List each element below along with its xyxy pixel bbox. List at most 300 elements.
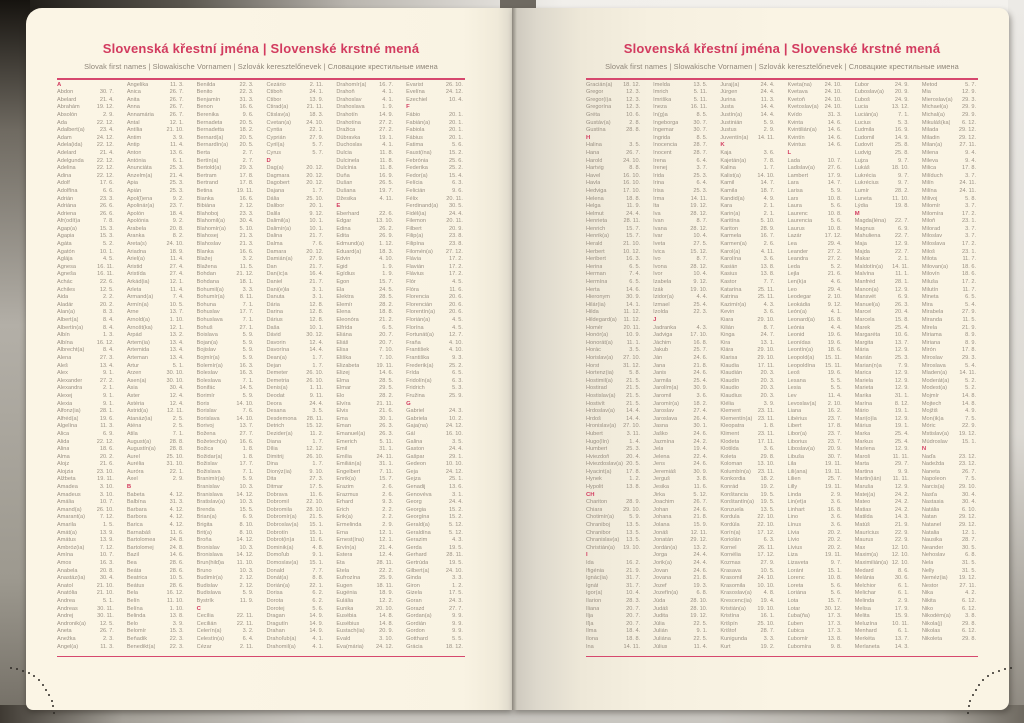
name-entry: Gregor 12. 3.: [586, 89, 641, 96]
name-entry: Ľubomír 13. 8.: [787, 635, 842, 642]
name-entry: Arabela 20. 8.: [126, 225, 184, 232]
name-entry: Klementín(a) 23. 11.: [720, 415, 775, 422]
name-entry: Ilma 18. 4.: [586, 628, 641, 635]
name-entry: Gerald(a) 5. 12.: [406, 522, 463, 529]
name-entry: Natan 29. 12.: [921, 514, 977, 521]
name-entry: Krasomila 10. 10.: [720, 582, 775, 589]
name-entry: Jurina 11. 3.: [720, 96, 775, 103]
name-entry: Egid 1. 9.: [336, 263, 394, 270]
name-entry: Manfréd 28. 1.: [854, 279, 909, 286]
name-entry: Eufrozína 25. 9.: [336, 575, 394, 582]
name-entry: Nehoslav 6. 8.: [921, 552, 977, 559]
name-entry: Dita 27. 3.: [266, 476, 324, 483]
name-entry: Jakub 25. 7.: [653, 347, 708, 354]
name-entry: Lin(et)a 3. 6.: [787, 499, 842, 506]
name-entry: Andrej 30. 11.: [57, 613, 114, 620]
name-entry: Koleta 29. 8.: [720, 453, 775, 460]
name-entry: Jolana 15. 9.: [653, 522, 708, 529]
name-entry: Korín(a) 17. 12.: [720, 529, 775, 536]
name-entry: Blahomír(a) 5. 10.: [196, 225, 254, 232]
name-entry: Nikola(j) 29. 8.: [921, 620, 977, 627]
name-entry: Armín(a) 10. 5.: [126, 301, 184, 308]
section-letter: N: [921, 446, 927, 453]
name-entry: Dávid 30. 12.: [266, 332, 324, 339]
name-entry: Božislav 17. 7.: [196, 461, 254, 468]
name-entry: Antónia 6. 1.: [126, 157, 184, 164]
name-entry: Anabela 20. 8.: [57, 567, 114, 574]
name-entry: Mansvét 6. 9.: [854, 294, 909, 301]
name-entry: Mirela 21. 9.: [921, 324, 977, 331]
name-entry: Ľudomil 14. 9.: [854, 134, 909, 141]
name-entry: Emerich 5. 11.: [336, 438, 394, 445]
name-entry: Anatólia 21. 10.: [57, 590, 114, 597]
name-entry: Marcela 15. 8.: [854, 317, 909, 323]
name-entry: Ivo 8. 7.: [653, 256, 708, 263]
name-entry: Lucius 5. 3.: [854, 119, 909, 126]
name-entry: Gordon 9. 9.: [406, 628, 463, 635]
name-entry: Magnus 6. 9.: [854, 225, 909, 232]
name-entry: Areta(s) 24. 10.: [126, 241, 184, 248]
name-entry: Gracián(a) 18. 12.: [586, 81, 641, 88]
name-entry: Iliana 20. 7.: [586, 605, 641, 612]
name-entry: Juraj(a) 24. 4.: [720, 81, 775, 88]
name-entry: Krasomil 24. 10.: [720, 575, 775, 582]
names-table: [57, 82, 465, 654]
name-entry: Bertram 17. 8.: [196, 172, 254, 179]
name-entry: Klaudia 17. 11.: [720, 362, 775, 369]
name-entry: Engelbert 7. 11.: [336, 468, 394, 475]
name-entry: Alma 20. 2.: [57, 453, 114, 460]
name-entry: Halina 3. 5.: [586, 142, 641, 149]
name-entry: Benon 16. 6.: [196, 104, 254, 111]
name-entry: Amátus 13. 9.: [57, 537, 114, 544]
name-entry: Ilona 18. 8.: [586, 635, 641, 642]
name-entry: Jelena 22. 4.: [653, 453, 708, 460]
name-entry: Bertold(a) 29. 3.: [196, 165, 254, 172]
name-entry: Cecília 22. 11.: [196, 613, 254, 620]
name-entry: Ľubor 24. 9.: [854, 81, 909, 88]
name-entry: Dušana 19. 7.: [336, 187, 394, 194]
name-entry: Kasián 13. 8.: [720, 263, 775, 270]
name-entry: Eta 28. 11.: [336, 560, 394, 566]
name-entry: Jasna 30. 1.: [653, 423, 708, 430]
name-entry: Bohuslava 7. 1.: [196, 317, 254, 323]
name-entry: Florína 4. 5.: [406, 324, 463, 331]
name-entry: Naneta 26. 7.: [921, 468, 977, 475]
name-entry: Lars 10. 8.: [787, 195, 842, 202]
name-entry: Duňa 16. 9.: [336, 172, 394, 179]
name-entry: Dária 12. 8.: [266, 301, 324, 308]
name-entry: Leopold(a) 15. 11.: [787, 354, 842, 361]
name-entry: Imelda 13. 5.: [653, 81, 708, 88]
name-entry: Ľubica 17. 3.: [787, 628, 842, 635]
name-entry: Gregor(i)a 12. 3.: [586, 96, 641, 103]
name-entry: Denis(a) 1. 11.: [266, 385, 324, 392]
name-entry: Henrik(a) 15. 7.: [586, 233, 641, 240]
footer-rule: [57, 656, 465, 658]
name-entry: Aleš 13. 4.: [57, 362, 114, 369]
name-entry: Damián(a) 27. 9.: [266, 256, 324, 263]
name-entry: Cvetan(a) 24. 10.: [266, 119, 324, 126]
perforation-dot-left: [42, 684, 44, 686]
name-entry: Jordán(a) 13. 2.: [653, 544, 708, 551]
name-entry: Irisa 25. 3.: [653, 187, 708, 194]
name-entry: Ctirad(a) 21. 11.: [266, 104, 324, 111]
name-entry: Ľudmila 16. 9.: [854, 127, 909, 134]
name-entry: Hana 26. 7.: [586, 149, 641, 156]
name-entry: Antim 3. 9.: [126, 134, 184, 141]
name-entry: Beňadik 22. 3.: [126, 635, 184, 642]
name-entry: Kandid(a) 4. 9.: [720, 195, 775, 202]
name-entry: Cecilián 22. 11.: [196, 620, 254, 627]
name-entry: Milena 9. 4.: [921, 149, 977, 156]
name-entry: Aurélia 31. 10.: [126, 461, 184, 468]
name-entry: Božidar(a) 1. 8.: [196, 453, 254, 460]
name-entry: Herina 6. 5.: [586, 263, 641, 270]
name-entry: Edita 26. 9.: [336, 233, 394, 240]
page-subtitle: Slovak first names | Slowakische Vornamen | Szlovák keresztelőnevek | Словацкие крестильные имена: [84, 62, 438, 71]
page-header: [586, 8, 978, 80]
name-entry: Barbora 4. 12.: [126, 514, 184, 521]
name-entry: Jerguš 3. 8.: [653, 476, 708, 483]
name-entry: Libérius 23. 7.: [787, 415, 842, 422]
name-entry: Edvin 4. 10.: [336, 256, 394, 263]
page-subtitle: Slovak first names | Slowakische Vornamen | Szlovák keresztelőnevek | Словацкие крестильные имена: [605, 62, 959, 71]
name-entry: Dani(e)la 3. 1.: [266, 286, 324, 293]
name-entry: Dajana 1. 7.: [266, 187, 324, 194]
name-entry: Milíduch 3. 7.: [921, 172, 977, 179]
name-entry: Jaroslav 27. 4.: [653, 408, 708, 415]
name-entry: Melánia 30. 6.: [854, 575, 909, 582]
name-entry: Natanel 29. 12.: [921, 522, 977, 529]
name-entry: Eugénia 18. 9.: [336, 590, 394, 597]
name-entry: Klement 23. 11.: [720, 408, 775, 415]
name-entry: Anton 13. 6.: [126, 149, 184, 156]
name-entry: Milovín 18. 6.: [921, 271, 977, 278]
name-entry: Donald 7. 7.: [266, 567, 324, 574]
name-entry: Július 11. 4.: [653, 643, 708, 650]
name-entry: Bratislav(a) 10. 3.: [196, 499, 254, 506]
name-entry: Liboslav(a) 20. 9.: [787, 446, 842, 453]
name-entry: Alfonz(ia) 28. 1.: [57, 408, 114, 415]
name-entry: Drahomír(a) 16. 7.: [336, 81, 394, 88]
name-entry: Aneta 26. 7.: [57, 628, 114, 635]
name-entry: Mojmír 14. 8.: [921, 392, 977, 399]
name-entry: Iva 28. 12.: [653, 210, 708, 217]
name-entry: Gál 16. 10.: [406, 430, 463, 437]
name-entry: Havel 16. 10.: [586, 172, 641, 179]
name-entry: Beatrica 10. 5.: [126, 575, 184, 582]
name-entry: Múdroslav 15. 1.: [921, 438, 977, 445]
name-entry: Gejza 25. 1.: [406, 476, 463, 483]
names-column: [922, 82, 978, 654]
name-entry: Asen(a) 30. 10.: [126, 377, 184, 384]
name-entry: Maurus 22. 9.: [854, 537, 909, 544]
name-entry: Lejla 21. 6.: [787, 271, 842, 278]
name-entry: Arnošt(ka) 12. 1.: [126, 324, 184, 331]
name-entry: Felicián 9. 6.: [406, 187, 463, 194]
name-entry: Ambróz(ia) 7. 12.: [57, 544, 114, 551]
name-entry: Liborius 23. 7.: [787, 438, 842, 445]
name-entry: Julián 9. 1.: [653, 628, 708, 635]
name-entry: Fružina 25. 9.: [406, 392, 463, 399]
name-entry: Daniel 21. 7.: [266, 279, 324, 286]
name-entry: Agáta 5. 2.: [57, 241, 114, 248]
name-entry: Horst 31. 12.: [586, 362, 641, 369]
name-entry: Aster 12. 4.: [126, 392, 184, 399]
name-entry: Ezechiel 10. 4.: [406, 96, 463, 103]
name-entry: Genadij 13. 6.: [406, 484, 463, 491]
name-entry: Jesika 11. 6.: [653, 484, 708, 491]
name-entry: Ladislav(a) 27. 6.: [787, 165, 842, 172]
name-entry: Klaudius 20. 3.: [720, 392, 775, 399]
name-entry: Maroš 11. 11.: [854, 453, 909, 460]
name-entry: Helmut 24. 4.: [586, 210, 641, 217]
name-entry: Jozefín(a) 6. 8.: [653, 590, 708, 597]
name-entry: Mahuliena 22. 7.: [854, 233, 909, 240]
header-rule: [586, 78, 978, 80]
name-entry: Cyntia 22. 1.: [266, 127, 324, 134]
name-entry: Elisa 7. 10.: [336, 347, 394, 354]
name-entry: Belína 1. 10.: [126, 605, 184, 612]
name-entry: Kastor 7. 7.: [720, 279, 775, 286]
name-entry: Eliána 20. 7.: [336, 332, 394, 339]
name-entry: Emília 24. 11.: [336, 453, 394, 460]
name-entry: Dobromír(a) 21. 5.: [266, 514, 324, 521]
name-entry: Federika 25. 2.: [406, 165, 463, 172]
name-entry: Cyprián 27. 9.: [266, 134, 324, 141]
name-entry: Anežka 2. 3.: [57, 635, 114, 642]
name-entry: Broňa 14. 12.: [196, 537, 254, 544]
name-entry: Egon 15. 7.: [336, 279, 394, 286]
name-entry: Lukrécius 9. 7.: [854, 180, 909, 187]
name-entry: Kevin 3. 6.: [720, 309, 775, 316]
name-entry: Eduard(a) 18. 3.: [336, 248, 394, 255]
perforation-dot-right: [1004, 668, 1006, 670]
name-entry: Nikolas 6. 12.: [921, 628, 977, 635]
name-entry: Juventín(a) 14. 11.: [720, 134, 775, 141]
name-entry: Gorazd 27. 7.: [406, 605, 463, 612]
name-entry: Davorin 12. 4.: [266, 339, 324, 346]
name-entry: Hrdoš 14. 4.: [586, 415, 641, 422]
name-entry: Belín 11. 10.: [126, 597, 184, 604]
name-entry: Eusébius 14. 8.: [336, 620, 394, 627]
name-entry: Lumír 28. 2.: [854, 187, 909, 194]
name-entry: Flóra 11. 6.: [406, 286, 463, 293]
name-entry: Marián 25. 3.: [854, 354, 909, 361]
name-entry: Brun(hild)a 11. 10.: [196, 560, 254, 566]
name-entry: Leoš 19. 6.: [787, 370, 842, 377]
name-entry: Karmela 16. 7.: [720, 233, 775, 240]
name-entry: Ilarion 28. 3.: [586, 597, 641, 604]
name-entry: Ján 24. 6.: [653, 354, 708, 361]
name-entry: Bohumil(a) 3. 3.: [196, 286, 254, 293]
name-entry: Mariela 12. 9.: [854, 377, 909, 384]
name-entry: Mirón 17. 8.: [921, 347, 977, 354]
name-entry: Apolón 18. 4.: [126, 210, 184, 217]
name-entry: Alina 18. 6.: [57, 446, 114, 453]
header-rule: [57, 78, 465, 80]
name-entry: Lesia 5. 5.: [787, 385, 842, 392]
name-entry: Klaudio 20. 3.: [720, 385, 775, 392]
name-entry: Fraňa 4. 10.: [406, 339, 463, 346]
name-entry: Kaja 3. 6.: [720, 149, 775, 156]
name-entry: Lambert 17. 9.: [787, 172, 842, 179]
name-entry: Michal(a) 29. 9.: [921, 111, 977, 118]
name-entry: Berta 2. 7.: [196, 149, 254, 156]
name-entry: Hostislav(a) 21. 5.: [586, 392, 641, 399]
name-entry: Hermína 6. 5.: [586, 279, 641, 286]
name-entry: Kvído 31. 3.: [787, 111, 842, 118]
name-entry: Christián(a) 19. 10.: [586, 544, 641, 551]
name-entry: Agapia 15. 3.: [57, 233, 114, 240]
name-entry: Božena 27. 7.: [196, 430, 254, 437]
name-entry: Bonifác 14. 5.: [196, 385, 254, 392]
name-entry: Benito 22. 3.: [196, 89, 254, 96]
name-entry: Lino 3. 6.: [787, 514, 842, 521]
name-entry: Adela(ida) 22. 12.: [57, 142, 114, 149]
name-entry: Giron 1. 2.: [406, 582, 463, 589]
name-entry: Izolda 22. 3.: [653, 309, 708, 316]
name-entry: Eugen 18. 11.: [336, 582, 394, 589]
name-entry: Drahoslava 1. 9.: [336, 104, 394, 111]
perforation-dot-right: [998, 670, 1000, 672]
name-entry: Anica 26. 7.: [126, 89, 184, 96]
name-entry: Herbert 10. 12.: [586, 248, 641, 255]
name-entry: Menhard 6. 1.: [854, 628, 909, 635]
name-entry: Dalibor 20. 1.: [266, 203, 324, 210]
names-column: [406, 82, 465, 654]
name-entry: Klarisa 29. 10.: [720, 354, 775, 361]
name-entry: Dobromil 22. 10.: [266, 499, 324, 506]
name-entry: Hilda 11. 12.: [586, 309, 641, 316]
name-entry: Drahomil(a) 4. 1.: [266, 643, 324, 650]
name-entry: Konrád 19. 2.: [720, 484, 775, 491]
name-entry: Antal 12. 1.: [126, 119, 184, 126]
name-entry: Benjamín 31. 3.: [196, 96, 254, 103]
name-entry: Eberhard 22. 6.: [336, 210, 394, 217]
name-entry: Jozef 19. 3.: [653, 582, 708, 589]
name-entry: Hostivít 21. 5.: [586, 400, 641, 407]
name-entry: Darina 12. 8.: [266, 309, 324, 316]
name-entry: Margita 13. 7.: [854, 339, 909, 346]
name-entry: Mária 12. 9.: [854, 347, 909, 354]
name-entry: Augustín(a) 28. 8.: [126, 446, 184, 453]
name-entry: Dobromila 28. 10.: [266, 506, 324, 513]
name-entry: Lorenc 10. 8.: [787, 575, 842, 582]
name-entry: Marína 8. 12.: [854, 400, 909, 407]
name-entry: Bohuna 7. 1.: [196, 301, 254, 308]
name-entry: Artemida 13. 4.: [126, 347, 184, 354]
name-entry: Egídius 1. 9.: [336, 271, 394, 278]
name-entry: Gregorína 12. 3.: [586, 104, 641, 111]
name-entry: Dagobert 20. 12.: [266, 180, 324, 187]
name-entry: Edgar 13. 10.: [336, 218, 394, 225]
name-entry: Ivana 28. 12.: [653, 225, 708, 232]
name-entry: Eman 26. 3.: [336, 423, 394, 430]
name-entry: Margaréta 10. 6.: [854, 332, 909, 339]
name-entry: Kinga 24. 7.: [720, 332, 775, 339]
name-entry: Moderát(a) 5. 2.: [921, 377, 977, 384]
name-entry: Brian(a) 6. 9.: [196, 514, 254, 521]
name-entry: Alexia 9. 1.: [57, 400, 114, 407]
name-entry: Benilda 22. 3.: [196, 81, 254, 88]
name-entry: Kunigunda 3. 3.: [720, 635, 775, 642]
section-letter: F: [406, 104, 410, 111]
name-entry: Bea 28. 6.: [126, 560, 184, 566]
name-entry: Desana 3. 5.: [266, 408, 324, 415]
diary-page-right: [512, 8, 1009, 710]
name-entry: Koloman 13. 10.: [720, 461, 775, 468]
name-entry: Kveta(na) 24. 10.: [787, 81, 842, 88]
name-entry: Dezider(a) 11. 2.: [266, 430, 324, 437]
name-entry: Fortunát(a) 12. 7.: [406, 332, 463, 339]
name-entry: Kozmas 27. 9.: [720, 560, 775, 566]
name-entry: Miloslava 17. 2.: [921, 241, 977, 248]
name-entry: Eliška 7. 10.: [336, 354, 394, 361]
name-entry: Hypolit 13. 8.: [586, 484, 641, 491]
name-entry: Hildegard(a) 11. 12.: [586, 317, 641, 323]
name-entry: Chiara 29. 10.: [586, 506, 641, 513]
name-entry: Lila 19. 11.: [787, 461, 842, 468]
name-entry: Frederik(a) 25. 2.: [406, 362, 463, 369]
name-entry: Milorad 3. 7.: [921, 225, 977, 232]
name-entry: Alica 6. 9.: [57, 430, 114, 437]
name-entry: Enrik(a) 15. 7.: [336, 476, 394, 483]
name-entry: Leónia 4. 4.: [787, 324, 842, 331]
name-entry: Danuta 3. 1.: [266, 294, 324, 301]
name-entry: Heribert 16. 3.: [586, 256, 641, 263]
name-entry: Blahoboj 23. 3.: [196, 210, 254, 217]
name-entry: Aténa 2. 5.: [126, 423, 184, 430]
name-entry: Adelina 22. 12.: [57, 165, 114, 172]
name-entry: Ľudovít 25. 8.: [854, 142, 909, 149]
name-entry: Katrina 25. 11.: [720, 294, 775, 301]
name-entry: Kurt 19. 2.: [720, 643, 775, 650]
name-entry: Angelika 11. 3.: [126, 81, 184, 88]
name-entry: Gabriela 10. 2.: [406, 415, 463, 422]
name-entry: Anna 26. 7.: [126, 104, 184, 111]
perforation-dot-left: [51, 700, 53, 702]
name-entry: Gréta 10. 6.: [586, 111, 641, 118]
name-entry: Loreta 5. 6.: [787, 582, 842, 589]
name-entry: Dúbravka 19. 1.: [336, 134, 394, 141]
name-entry: Kvetoň 24. 10.: [787, 96, 842, 103]
name-entry: Chotimír(a) 5. 9.: [586, 514, 641, 521]
name-entry: Budimír(a) 2. 12.: [196, 575, 254, 582]
name-entry: Leander 27. 2.: [787, 248, 842, 255]
names-column: [127, 82, 197, 654]
name-entry: Bohdan 21. 12.: [196, 271, 254, 278]
name-entry: Auróra 22. 1.: [126, 468, 184, 475]
name-entry: Chranibor 13. 5.: [586, 529, 641, 536]
name-entry: Achác 22. 6.: [57, 279, 114, 286]
name-entry: Mia 12. 9.: [921, 89, 977, 96]
name-entry: Dulcínia 11. 8.: [336, 165, 394, 172]
name-entry: Nikoleta 29. 8.: [921, 635, 977, 642]
name-entry: Kvintilián(a) 14. 6.: [787, 127, 842, 134]
name-entry: Algelína 11. 3.: [57, 423, 114, 430]
name-entry: Elemír 28. 2.: [336, 301, 394, 308]
name-entry: Florián(a) 4. 5.: [406, 317, 463, 323]
name-entry: Babeta 4. 12.: [126, 491, 184, 498]
name-entry: Linhart 16. 8.: [787, 506, 842, 513]
name-entry: Andreas 30. 11.: [57, 605, 114, 612]
perforation-dot-left: [22, 670, 24, 672]
name-entry: Félix 20. 11.: [406, 195, 463, 202]
name-entry: Annamária 26. 7.: [126, 111, 184, 118]
page-header: [57, 8, 465, 80]
